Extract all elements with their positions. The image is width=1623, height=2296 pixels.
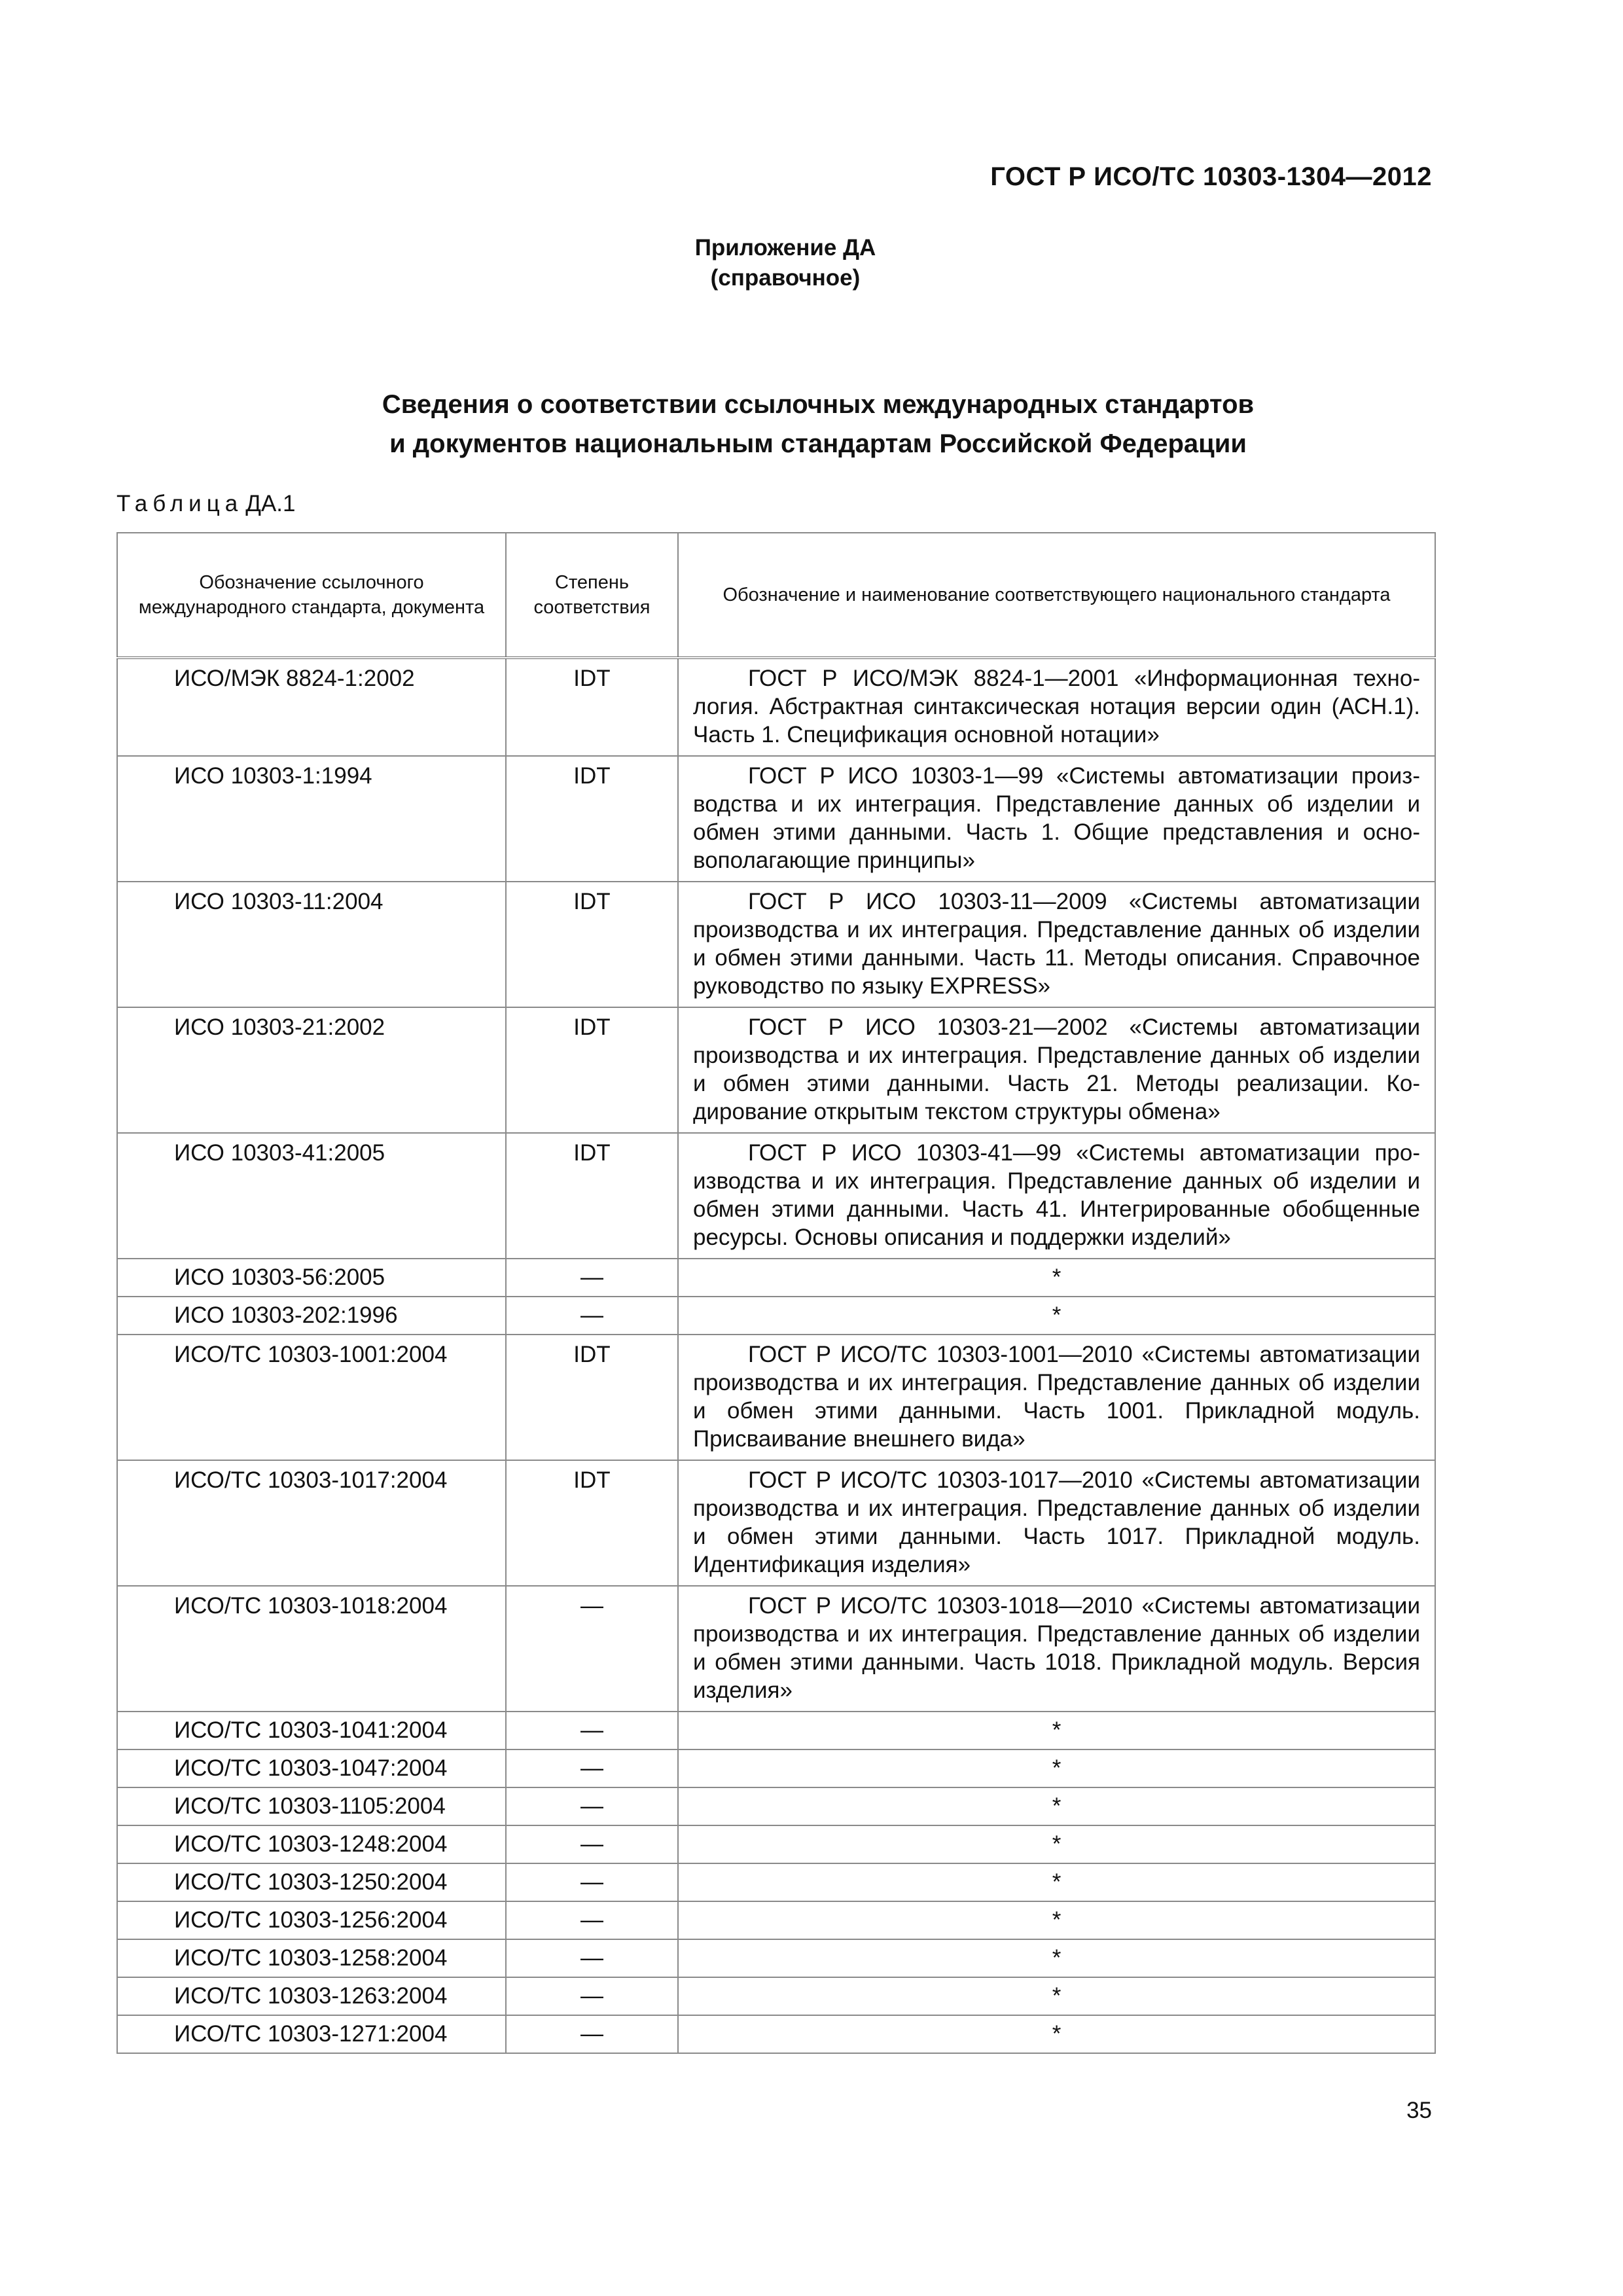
- page-number: 35: [1406, 2098, 1432, 2123]
- cell-degree: —: [506, 1259, 678, 1297]
- cell-international-standard: ИСО/ТС 10303-1271:2004: [117, 2015, 506, 2053]
- table-caption-word: Таблица: [116, 491, 243, 516]
- cell-international-standard: ИСО 10303-41:2005: [117, 1133, 506, 1259]
- cell-national-standard: ГОСТ Р ИСО 10303-21—2002 «Системы автоматизации производства и их интеграция. Представление данных об изделии и обмен этими данными. Часть 21. Методы реализации. Кодирование открытым текстом структуры обмена»: [678, 1007, 1435, 1133]
- table-row: [117, 1787, 1435, 1825]
- table-row: [117, 1901, 1435, 1939]
- cell-degree: —: [506, 2015, 678, 2053]
- cell-national-standard: ГОСТ Р ИСО/ТС 10303-1018—2010 «Системы автоматизации производства и их интеграция. Представление данных об изделии и обмен этими данными. Часть 1018. Прикладной модуль. Версия изделия»: [678, 1586, 1435, 1712]
- cell-degree: —: [506, 1787, 678, 1825]
- cell-degree: IDT: [506, 1335, 678, 1460]
- cell-international-standard: ИСО/ТС 10303-1041:2004: [117, 1712, 506, 1749]
- table-row: [117, 1977, 1435, 2015]
- cell-degree: IDT: [506, 756, 678, 882]
- cell-degree: —: [506, 1297, 678, 1335]
- cell-degree: —: [506, 1901, 678, 1939]
- cell-national-standard: ГОСТ Р ИСО 10303-1—99 «Системы автоматизации производства и их интеграция. Представление данных об изделии и обмен этими данными. Часть 1. Общие представления и основополагающие принципы»: [678, 756, 1435, 882]
- cell-international-standard: ИСО/МЭК 8824-1:2002: [117, 658, 506, 756]
- table-row: [117, 1749, 1435, 1787]
- cell-national-standard: *: [678, 1712, 1435, 1749]
- header-international-standard: Обозначение ссылочного международного стандарта, документа: [117, 533, 506, 658]
- table-row: [117, 882, 1435, 1007]
- cell-national-standard: ГОСТ Р ИСО/ТС 10303-1017—2010 «Системы автоматизации производства и их интеграция. Представление данных об изделии и обмен этими данными. Часть 1017. Прикладной модуль. Идентификация изделия»: [678, 1460, 1435, 1586]
- correspondence-table: [116, 532, 1436, 2054]
- table-row: [117, 1863, 1435, 1901]
- cell-international-standard: ИСО/ТС 10303-1250:2004: [117, 1863, 506, 1901]
- cell-national-standard: ГОСТ Р ИСО 10303-41—99 «Системы автоматизации производства и их интеграция. Представление данных об изделии и обмен этими данными. Часть 41. Интегрированные обобщенные ресурсы. Основы описания и поддержки изделий»: [678, 1133, 1435, 1259]
- cell-international-standard: ИСО/ТС 10303-1105:2004: [117, 1787, 506, 1825]
- cell-international-standard: ИСО 10303-1:1994: [117, 756, 506, 882]
- document-code: ГОСТ Р ИСО/ТС 10303-1304—2012: [990, 162, 1432, 191]
- cell-international-standard: ИСО/ТС 10303-1263:2004: [117, 1977, 506, 2015]
- cell-international-standard: ИСО/ТС 10303-1047:2004: [117, 1749, 506, 1787]
- table-row: [117, 1297, 1435, 1335]
- cell-degree: IDT: [506, 1133, 678, 1259]
- table-row: [117, 658, 1435, 756]
- cell-degree: —: [506, 1825, 678, 1863]
- cell-degree: IDT: [506, 1460, 678, 1586]
- cell-national-standard: *: [678, 1939, 1435, 1977]
- cell-national-standard: ГОСТ Р ИСО/МЭК 8824-1—2001 «Информационная технология. Абстрактная синтаксическая нотация версии один (АСН.1). Часть 1. Спецификация основной нотации»: [678, 658, 1435, 756]
- appendix-type: (справочное): [710, 265, 861, 291]
- cell-degree: —: [506, 1939, 678, 1977]
- table-row: [117, 1007, 1435, 1133]
- cell-national-standard: *: [678, 1297, 1435, 1335]
- table-row: [117, 1586, 1435, 1712]
- cell-degree: —: [506, 1586, 678, 1712]
- cell-degree: —: [506, 1712, 678, 1749]
- cell-degree: IDT: [506, 882, 678, 1007]
- table-row: [117, 2015, 1435, 2053]
- table-row: [117, 1939, 1435, 1977]
- appendix-label: Приложение ДА: [694, 235, 876, 260]
- table-caption: [116, 491, 295, 517]
- appendix-heading: [0, 233, 1571, 293]
- table-row: [117, 756, 1435, 882]
- cell-international-standard: ИСО/ТС 10303-1256:2004: [117, 1901, 506, 1939]
- cell-degree: —: [506, 1977, 678, 2015]
- section-title: [0, 385, 1623, 463]
- cell-international-standard: ИСО/ТС 10303-1258:2004: [117, 1939, 506, 1977]
- cell-national-standard: *: [678, 2015, 1435, 2053]
- table-row: [117, 1712, 1435, 1749]
- cell-international-standard: ИСО 10303-21:2002: [117, 1007, 506, 1133]
- cell-national-standard: *: [678, 1259, 1435, 1297]
- table-caption-number: ДА.1: [245, 491, 296, 516]
- cell-national-standard: ГОСТ Р ИСО/ТС 10303-1001—2010 «Системы автоматизации производства и их интеграция. Представление данных об изделии и обмен этими данными. Часть 1001. Прикладной модуль. Присваивание внешнего вида»: [678, 1335, 1435, 1460]
- cell-national-standard: *: [678, 1977, 1435, 2015]
- cell-degree: —: [506, 1863, 678, 1901]
- cell-international-standard: ИСО 10303-11:2004: [117, 882, 506, 1007]
- cell-national-standard: *: [678, 1901, 1435, 1939]
- section-title-line-1: Сведения о соответствии ссылочных международных стандартов: [382, 390, 1255, 419]
- table-row: [117, 1825, 1435, 1863]
- cell-national-standard: *: [678, 1863, 1435, 1901]
- table-header-row: [117, 533, 1435, 658]
- cell-international-standard: ИСО/ТС 10303-1001:2004: [117, 1335, 506, 1460]
- cell-international-standard: ИСО 10303-202:1996: [117, 1297, 506, 1335]
- cell-national-standard: *: [678, 1825, 1435, 1863]
- cell-international-standard: ИСО/ТС 10303-1018:2004: [117, 1586, 506, 1712]
- header-degree: Степень соответствия: [506, 533, 678, 658]
- cell-degree: IDT: [506, 1007, 678, 1133]
- cell-degree: IDT: [506, 658, 678, 756]
- cell-degree: —: [506, 1749, 678, 1787]
- table-row: [117, 1335, 1435, 1460]
- cell-international-standard: ИСО 10303-56:2005: [117, 1259, 506, 1297]
- table-body: [117, 658, 1435, 2053]
- cell-national-standard: ГОСТ Р ИСО 10303-11—2009 «Системы автоматизации производства и их интеграция. Представление данных об изделии и обмен этими данными. Часть 11. Методы описания. Справочное руководство по языку EXPRESS»: [678, 882, 1435, 1007]
- cell-international-standard: ИСО/ТС 10303-1248:2004: [117, 1825, 506, 1863]
- cell-national-standard: *: [678, 1749, 1435, 1787]
- cell-national-standard: *: [678, 1787, 1435, 1825]
- cell-international-standard: ИСО/ТС 10303-1017:2004: [117, 1460, 506, 1586]
- table-row: [117, 1460, 1435, 1586]
- table-row: [117, 1133, 1435, 1259]
- table-row: [117, 1259, 1435, 1297]
- header-national-standard: Обозначение и наименование соответствующего национального стандарта: [678, 533, 1435, 658]
- section-title-line-2: и документов национальным стандартам Российской Федерации: [389, 429, 1247, 458]
